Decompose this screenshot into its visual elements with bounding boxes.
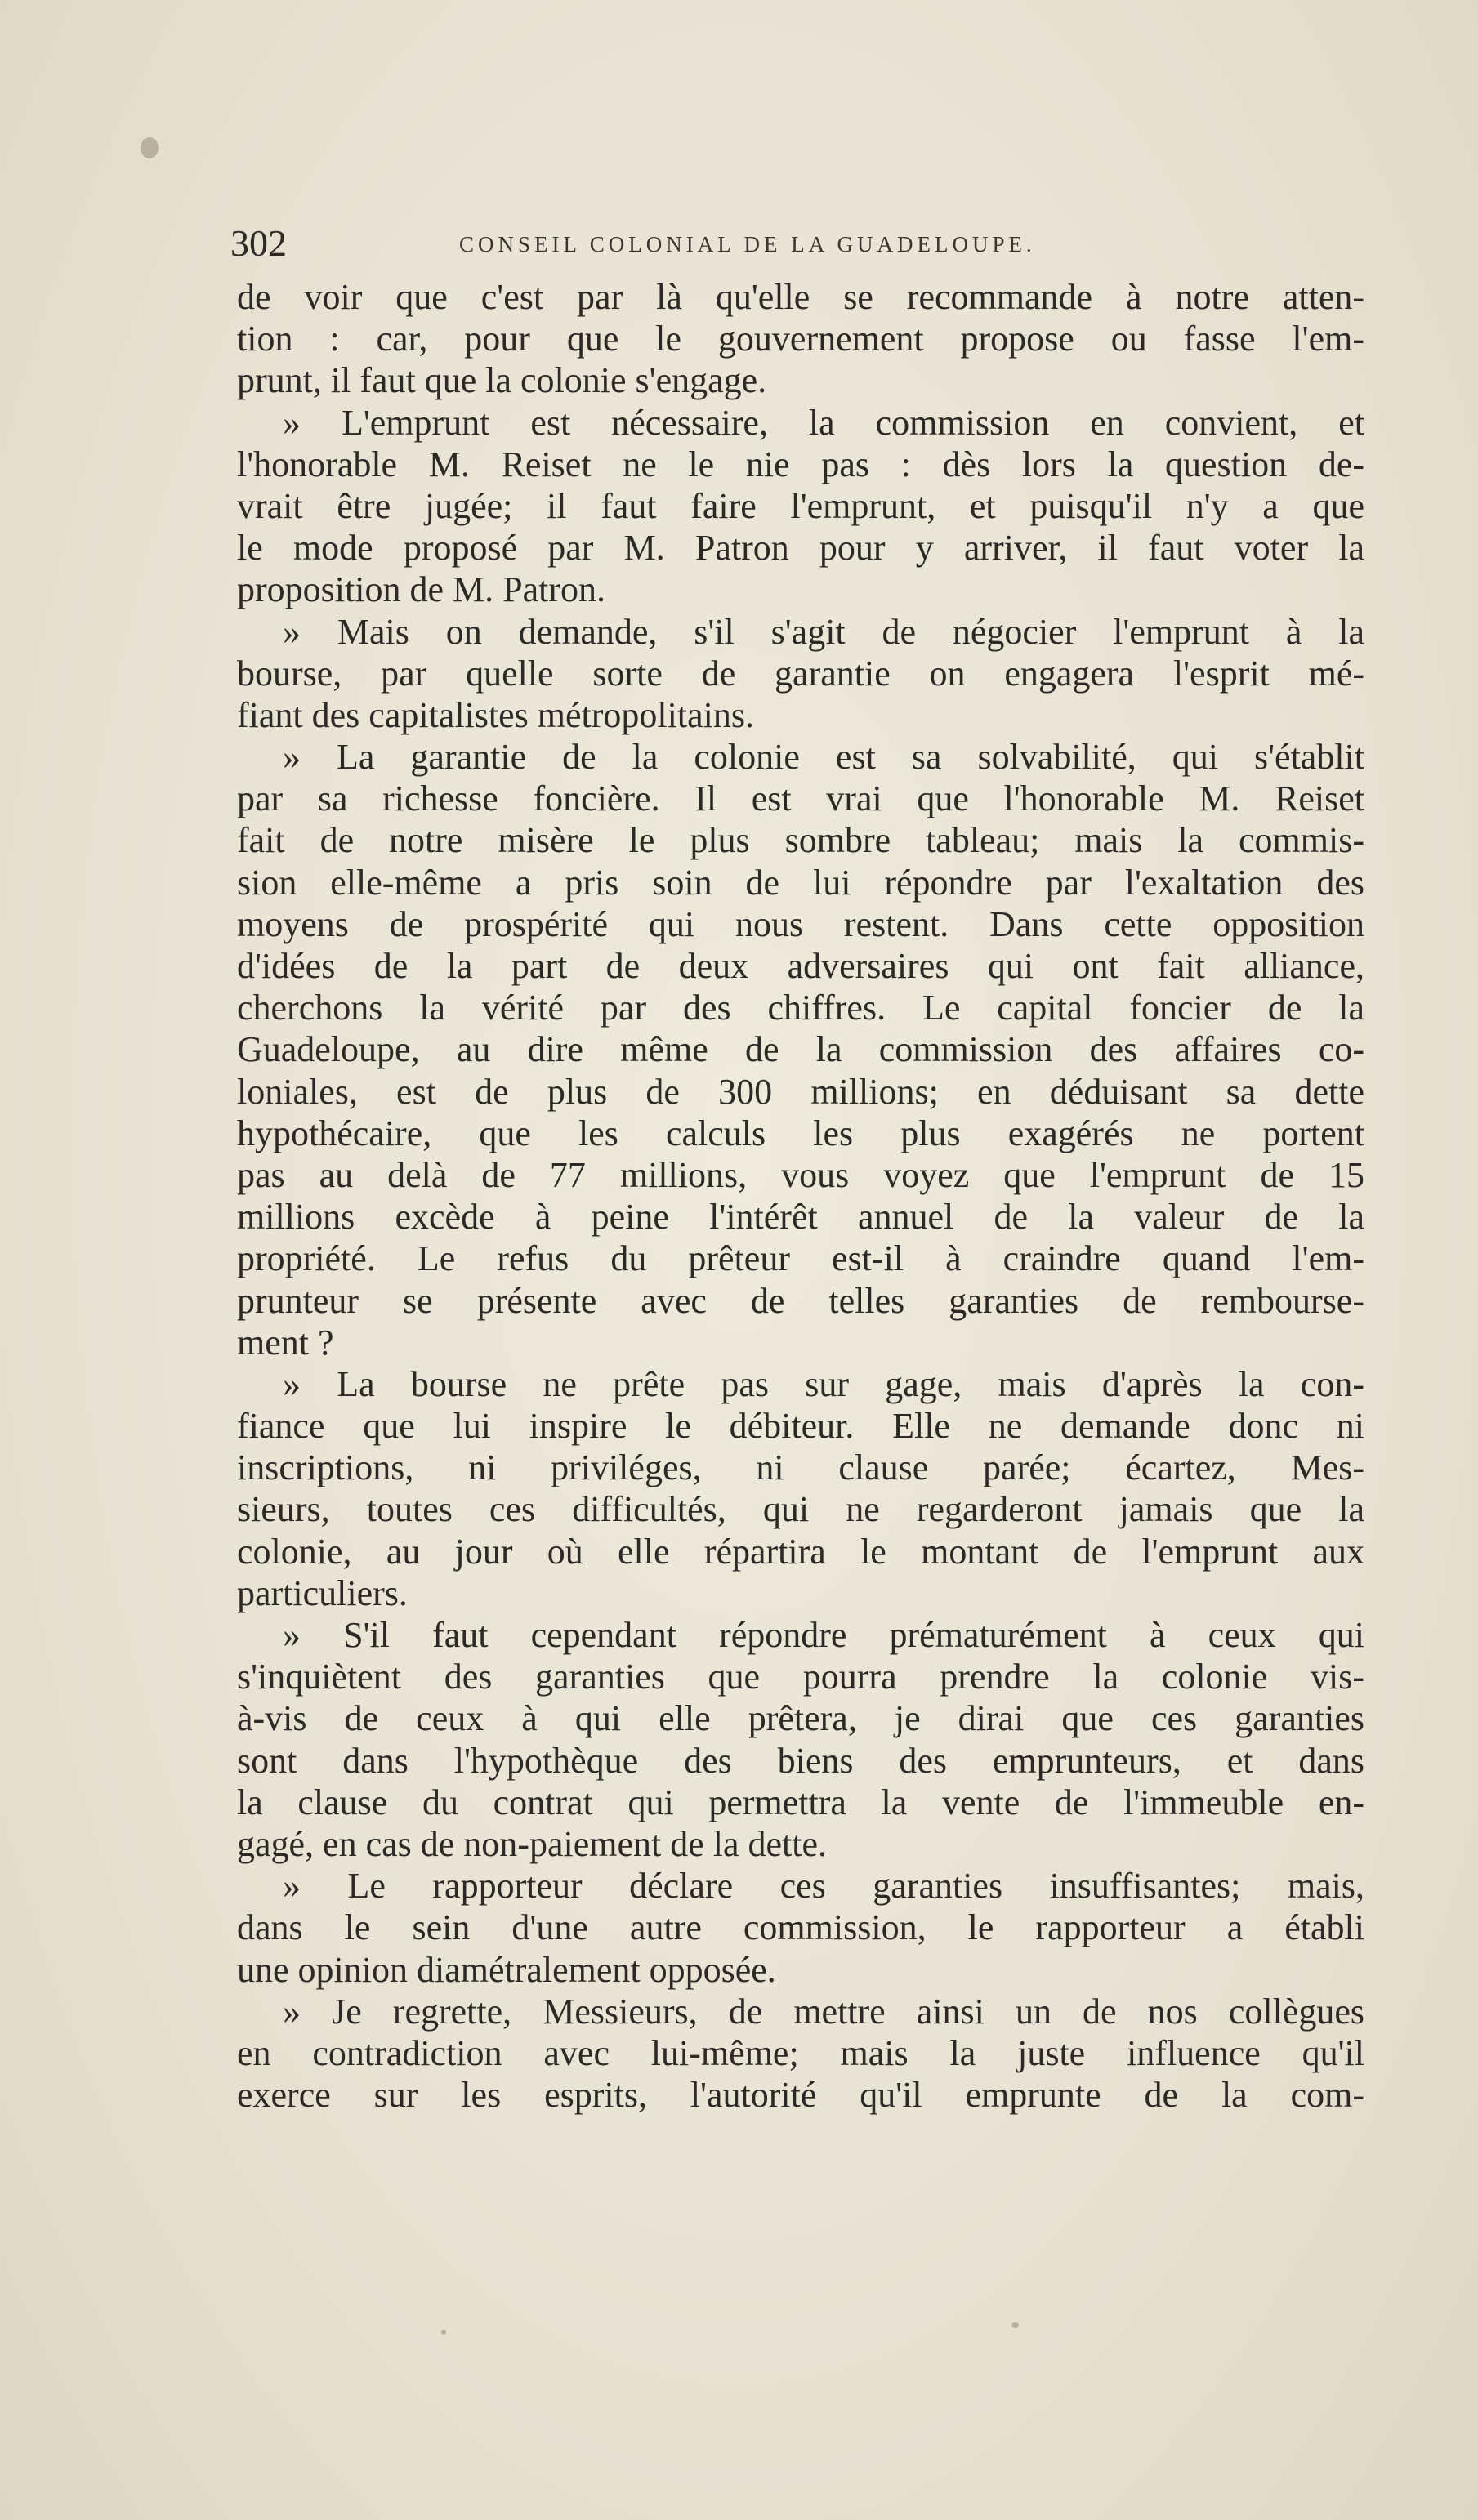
text-line: particuliers. xyxy=(237,1572,408,1613)
text-line: » La bourse ne prête pas sur gage, mais d'après la con- xyxy=(283,1363,1364,1404)
text-line: hypothécaire, que les calculs les plus exagérés ne portent xyxy=(237,1113,1364,1153)
text-line: fait de notre misère le plus sombre tableau; mais la commis- xyxy=(237,820,1364,861)
body-text xyxy=(237,276,1364,2116)
text-line: sont dans l'hypothèque des biens des emprunteurs, et dans xyxy=(237,1740,1364,1781)
running-head-title: CONSEIL COLONIAL DE LA GUADELOUPE. xyxy=(459,232,1036,256)
text-line: inscriptions, ni priviléges, ni clause parée; écartez, Mes- xyxy=(237,1447,1364,1488)
text-line: millions excède à peine l'intérêt annuel de la valeur de la xyxy=(237,1197,1364,1238)
running-head xyxy=(230,219,1170,268)
text-line: exerce sur les esprits, l'autorité qu'il emprunte de la com- xyxy=(237,2075,1364,2116)
paper-speck xyxy=(441,2330,446,2335)
text-line: proposition de M. Patron. xyxy=(237,569,605,610)
text-line: loniales, est de plus de 300 millions; en déduisant sa dette xyxy=(237,1071,1364,1112)
text-line: fiant des capitalistes métropolitains. xyxy=(237,694,754,735)
page-number: 302 xyxy=(230,222,287,264)
text-line: pas au delà de 77 millions, vous voyez que l'emprunt de 15 xyxy=(237,1154,1364,1195)
text-line: le mode proposé par M. Patron pour y arriver, il faut voter la xyxy=(237,528,1364,569)
text-line: sion elle-même a pris soin de lui répondre par l'exaltation des xyxy=(237,862,1364,903)
text-line: » L'emprunt est nécessaire, la commission en convient, et xyxy=(283,402,1364,443)
text-line: l'honorable M. Reiset ne le nie pas : dès lors la question de- xyxy=(237,444,1364,484)
text-line: de voir que c'est par là qu'elle se recommande à notre atten- xyxy=(237,277,1364,317)
paper-stain xyxy=(141,137,159,158)
text-line: une opinion diamétralement opposée. xyxy=(237,1949,776,1990)
text-line: tion : car, pour que le gouvernement propose ou fasse l'em- xyxy=(237,319,1364,359)
text-line: à-vis de ceux à qui elle prêtera, je dirai que ces garanties xyxy=(237,1698,1364,1739)
text-line: Guadeloupe, au dire même de la commission des affaires co- xyxy=(237,1029,1364,1070)
text-line: la clause du contrat qui permettra la vente de l'immeuble en- xyxy=(237,1782,1364,1822)
text-line: » Je regrette, Messieurs, de mettre ainsi un de nos collègues xyxy=(283,1991,1364,2032)
text-line: par sa richesse foncière. Il est vrai que l'honorable M. Reiset xyxy=(237,778,1364,819)
text-line: s'inquiètent des garanties que pourra prendre la colonie vis- xyxy=(237,1657,1364,1697)
paper-speck xyxy=(1011,2322,1019,2328)
text-line: » La garantie de la colonie est sa solvabilité, qui s'établit xyxy=(283,737,1364,778)
text-line: propriété. Le refus du prêteur est-il à craindre quand l'em- xyxy=(237,1238,1364,1279)
text-line: gagé, en cas de non-paiement de la dette. xyxy=(237,1823,828,1864)
text-line: moyens de prospérité qui nous restent. Dans cette opposition xyxy=(237,903,1364,944)
text-line: » Mais on demande, s'il s'agit de négocier l'emprunt à la xyxy=(283,611,1364,652)
text-line: prunt, il faut que la colonie s'engage. xyxy=(237,360,767,401)
text-line: colonie, au jour où elle répartira le montant de l'emprunt aux xyxy=(237,1531,1364,1572)
text-line: vrait être jugée; il faut faire l'emprunt, et puisqu'il n'y a que xyxy=(237,485,1364,526)
text-line: d'idées de la part de deux adversaires qui ont fait alliance, xyxy=(237,946,1364,986)
text-line: fiance que lui inspire le débiteur. Elle ne demande donc ni xyxy=(237,1406,1364,1447)
text-line: bourse, par quelle sorte de garantie on engagera l'esprit mé- xyxy=(237,653,1364,694)
text-line: cherchons la vérité par des chiffres. Le capital foncier de la xyxy=(237,988,1364,1028)
text-line: ment ? xyxy=(237,1322,334,1363)
text-line: » Le rapporteur déclare ces garanties insuffisantes; mais, xyxy=(283,1866,1364,1907)
text-line: prunteur se présente avec de telles garanties de rembourse- xyxy=(237,1280,1364,1321)
text-line: en contradiction avec lui-même; mais la juste influence qu'il xyxy=(237,2032,1364,2073)
text-line: sieurs, toutes ces difficultés, qui ne regarderont jamais que la xyxy=(237,1489,1364,1530)
text-line: dans le sein d'une autre commission, le rapporteur a établi xyxy=(237,1907,1364,1948)
text-line: » S'il faut cependant répondre prématurément à ceux qui xyxy=(283,1615,1364,1655)
